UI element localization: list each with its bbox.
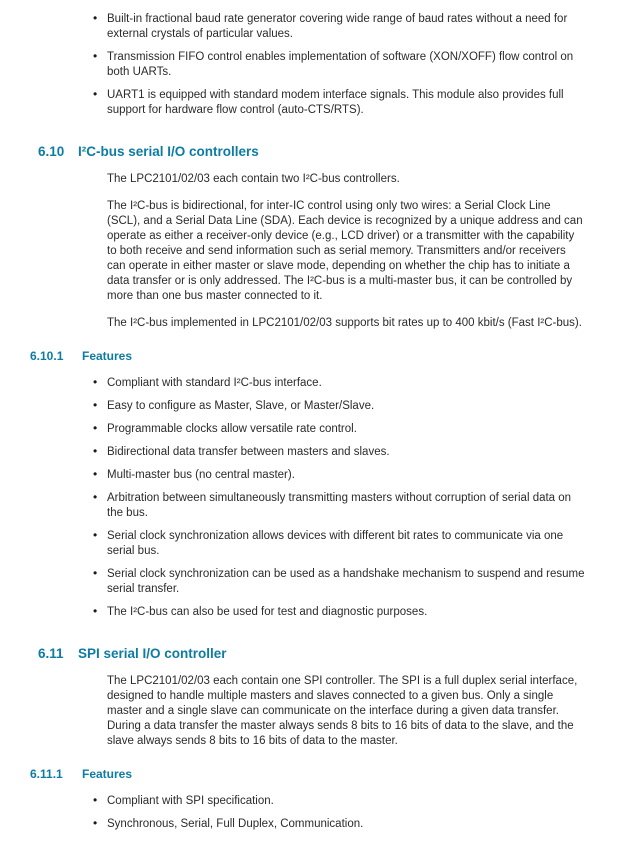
section-title: I²C-bus serial I/O controllers xyxy=(78,144,259,159)
section-heading xyxy=(38,645,585,662)
subsection-title: Features xyxy=(82,767,133,781)
subsection-number: 6.11.1 xyxy=(30,767,63,781)
section-number: 6.11 xyxy=(38,646,64,661)
paragraph: The I²C-bus implemented in LPC2101/02/03 supports bit rates up to 400 kbit/s (Fast I²C-bus). xyxy=(107,317,582,329)
page-content xyxy=(30,12,585,832)
section-number: 6.10 xyxy=(38,144,65,159)
list-item: • Compliant with standard I²C-bus interface. xyxy=(107,376,585,391)
subsection-number: 6.10.1 xyxy=(30,349,64,363)
section-heading xyxy=(38,143,585,160)
paragraph: The I²C-bus is bidirectional, for inter-IC control using only two wires: a Serial Clock Line (SCL), and a Serial Data Line (SDA). Each device is recognized by a unique address and can operate as either a receiver-only device (e.g., LCD driver) or a transmitter with the capability to both receive and send information such as serial memory. Transmitters and/or receivers can operate in either master or slave mode, depending on whether the chip has to initiate a data transfer or is only addressed. The I²C-bus is a multi-master bus, it can be controlled by more than one bus master connected to it. xyxy=(107,200,583,302)
section-title: SPI serial I/O controller xyxy=(78,646,227,661)
list-item: • Bidirectional data transfer between masters and slaves. xyxy=(107,445,585,460)
subsection-heading xyxy=(30,767,585,782)
list-item: • Serial clock synchronization allows devices with different bit rates to communicate via one serial bus. xyxy=(107,529,585,559)
spi-features-list xyxy=(107,794,585,832)
list-item: • UART1 is equipped with standard modem interface signals. This module also provides full support for hardware flow control (auto-CTS/RTS). xyxy=(107,88,585,118)
list-item: • Compliant with SPI specification. xyxy=(107,794,585,809)
subsection-title: Features xyxy=(82,349,133,363)
list-item: • Synchronous, Serial, Full Duplex, Communication. xyxy=(107,817,585,832)
paragraph: The LPC2101/02/03 each contain one SPI controller. The SPI is a full duplex serial interface, designed to handle multiple masters and slaves connected to a given bus. Only a single master and a single slave can communicate on the interface during a given data transfer. During a data transfer the master always sends 8 bits to 16 bits of data to the slave, and the slave always sends 8 bits to 16 bits of data to the master. xyxy=(107,675,578,747)
section-spi xyxy=(30,645,585,832)
section-i2c xyxy=(30,143,585,620)
list-item: • Multi-master bus (no central master). xyxy=(107,468,585,483)
list-item: • Built-in fractional baud rate generator covering wide range of baud rates without a need for external crystals of particular values. xyxy=(107,12,585,42)
list-item: • Programmable clocks allow versatile rate control. xyxy=(107,422,585,437)
list-item: • Serial clock synchronization can be used as a handshake mechanism to suspend and resume serial transfer. xyxy=(107,567,585,597)
paragraph: The LPC2101/02/03 each contain two I²C-bus controllers. xyxy=(107,173,400,185)
list-item: • Transmission FIFO control enables implementation of software (XON/XOFF) flow control on both UARTs. xyxy=(107,50,585,80)
i2c-features-list xyxy=(107,376,585,620)
list-item: • Easy to configure as Master, Slave, or Master/Slave. xyxy=(107,399,585,414)
list-item: • Arbitration between simultaneously transmitting masters without corruption of serial data on the bus. xyxy=(107,491,585,521)
uart-features-list xyxy=(107,12,585,118)
list-item: • The I²C-bus can also be used for test and diagnostic purposes. xyxy=(107,605,585,620)
subsection-heading xyxy=(30,349,585,364)
